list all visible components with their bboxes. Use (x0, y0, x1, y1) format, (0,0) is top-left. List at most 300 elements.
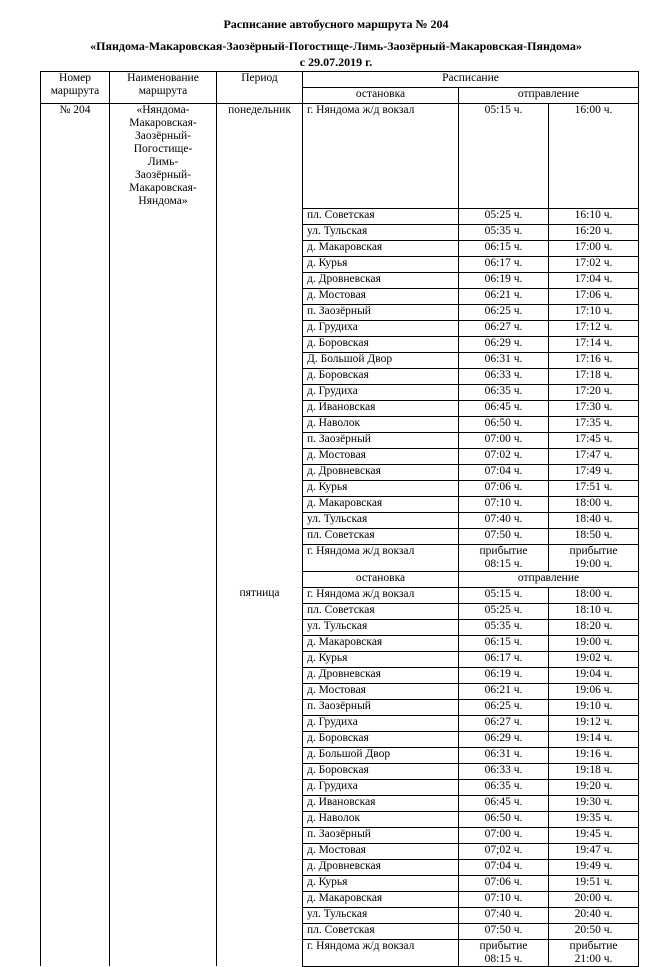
empty-cell (110, 827, 217, 843)
empty-cell (41, 208, 110, 224)
empty-cell (110, 400, 217, 416)
empty-cell (41, 571, 110, 587)
empty-cell (110, 496, 217, 512)
empty-cell (217, 432, 303, 448)
departure-time-morning: 06:50 ч. (459, 811, 549, 827)
table-row (41, 763, 639, 779)
table-row (41, 795, 639, 811)
stop-name: д. Боровская (303, 763, 459, 779)
empty-cell (110, 891, 217, 907)
departure-time-evening: 19:00 ч. (549, 635, 639, 651)
departure-time-evening: 19:10 ч. (549, 699, 639, 715)
stop-name: д. Дровневская (303, 272, 459, 288)
table-row (41, 667, 639, 683)
empty-cell (41, 651, 110, 667)
empty-cell (217, 715, 303, 731)
empty-cell (217, 683, 303, 699)
empty-cell (110, 875, 217, 891)
empty-cell (217, 619, 303, 635)
departure-time-evening: 17:30 ч. (549, 400, 639, 416)
empty-cell (110, 208, 217, 224)
empty-cell (41, 432, 110, 448)
stop-name: г. Няндома ж/д вокзал (303, 587, 459, 603)
empty-cell (217, 256, 303, 272)
empty-cell (110, 683, 217, 699)
departure-time-morning: 06:29 ч. (459, 731, 549, 747)
route-number: № 204 (41, 104, 110, 209)
stop-name: д. Дровневская (303, 464, 459, 480)
empty-cell (217, 571, 303, 587)
empty-cell (41, 480, 110, 496)
stop-name: п. Заозёрный (303, 827, 459, 843)
table-row (41, 104, 639, 209)
stop-name: д. Мостовая (303, 683, 459, 699)
departure-time-evening: 18:20 ч. (549, 619, 639, 635)
departure-time-evening: 18:00 ч. (549, 587, 639, 603)
departure-time-morning: 06:35 ч. (459, 779, 549, 795)
table-row (41, 731, 639, 747)
departure-time-morning: 06:33 ч. (459, 368, 549, 384)
stop-name: п. Заозёрный (303, 304, 459, 320)
table-row (41, 635, 639, 651)
arrival-time: 08:15 ч. (484, 952, 523, 965)
departure-time-morning: 05:25 ч. (459, 603, 549, 619)
empty-cell (41, 939, 110, 966)
empty-cell (110, 416, 217, 432)
route-name-line: «Няндома- (136, 104, 190, 116)
empty-cell (110, 224, 217, 240)
empty-cell (217, 208, 303, 224)
empty-cell (110, 715, 217, 731)
departure-time-evening: 19:45 ч. (549, 827, 639, 843)
empty-cell (217, 496, 303, 512)
empty-cell (41, 256, 110, 272)
empty-cell (41, 272, 110, 288)
empty-cell (41, 368, 110, 384)
departure-time-morning: 07:50 ч. (459, 923, 549, 939)
departure-time-evening: 19:04 ч. (549, 667, 639, 683)
departure-time-morning: 07:06 ч. (459, 480, 549, 496)
stop-name: д. Курья (303, 256, 459, 272)
departure-time-morning: 05:35 ч. (459, 619, 549, 635)
departure-time-evening: 17:04 ч. (549, 272, 639, 288)
departure-time-evening: 17:49 ч. (549, 464, 639, 480)
table-row (41, 512, 639, 528)
departure-time-evening: 17:47 ч. (549, 448, 639, 464)
departure-time-morning: 07:04 ч. (459, 464, 549, 480)
empty-cell (41, 320, 110, 336)
empty-cell (217, 512, 303, 528)
table-row (41, 843, 639, 859)
empty-cell (110, 907, 217, 923)
empty-cell (110, 256, 217, 272)
arrival-time-evening (549, 939, 639, 966)
stop-name: д. Курья (303, 875, 459, 891)
empty-cell (41, 747, 110, 763)
table-row (41, 528, 639, 544)
departure-time-evening: 20:50 ч. (549, 923, 639, 939)
route-name-line: Макаровская- (129, 117, 197, 129)
empty-cell (110, 859, 217, 875)
departure-header: отправление (459, 571, 639, 587)
empty-cell (110, 811, 217, 827)
empty-cell (110, 544, 217, 571)
departure-time-evening: 17:35 ч. (549, 416, 639, 432)
stop-name: пл. Советская (303, 208, 459, 224)
departure-time-evening: 19:47 ч. (549, 843, 639, 859)
empty-cell (41, 763, 110, 779)
route-name-line: Лимь- (147, 156, 179, 168)
table-row (41, 603, 639, 619)
departure-time-morning: 06:27 ч. (459, 715, 549, 731)
empty-cell (217, 352, 303, 368)
stop-name: д. Курья (303, 480, 459, 496)
empty-cell (110, 384, 217, 400)
empty-cell (110, 240, 217, 256)
arrival-time: 19:00 ч. (574, 557, 613, 570)
table-row (41, 683, 639, 699)
departure-time-morning: 06:45 ч. (459, 400, 549, 416)
table-row (41, 587, 639, 603)
departure-time-evening: 17:51 ч. (549, 480, 639, 496)
table-row (41, 891, 639, 907)
departure-time-morning: 06:17 ч. (459, 256, 549, 272)
departure-time-morning: 07:04 ч. (459, 859, 549, 875)
empty-cell (110, 288, 217, 304)
departure-time-evening: 20:00 ч. (549, 891, 639, 907)
stop-name: д. Наволок (303, 416, 459, 432)
period-name: пятница (217, 587, 303, 603)
departure-time-evening: 19:20 ч. (549, 779, 639, 795)
schedule-header: Расписание (303, 72, 639, 88)
table-row (41, 827, 639, 843)
empty-cell (217, 795, 303, 811)
empty-cell (41, 667, 110, 683)
route-number-header: Номер маршрута (41, 72, 110, 104)
empty-cell (217, 907, 303, 923)
empty-cell (110, 480, 217, 496)
departure-time-morning: 06:19 ч. (459, 272, 549, 288)
departure-time-evening: 19:51 ч. (549, 875, 639, 891)
empty-cell (217, 859, 303, 875)
empty-cell (41, 619, 110, 635)
empty-cell (41, 827, 110, 843)
departure-time-morning: 07:02 ч. (459, 448, 549, 464)
departure-time-morning: 06:31 ч. (459, 747, 549, 763)
table-row (41, 480, 639, 496)
table-row (41, 288, 639, 304)
empty-cell (41, 384, 110, 400)
empty-cell (110, 843, 217, 859)
empty-cell (41, 528, 110, 544)
stop-name: д. Макаровская (303, 891, 459, 907)
empty-cell (110, 448, 217, 464)
empty-cell (217, 651, 303, 667)
stop-name: д. Макаровская (303, 240, 459, 256)
departure-time-evening: 18:00 ч. (549, 496, 639, 512)
table-row (41, 400, 639, 416)
stop-name: д. Грудиха (303, 779, 459, 795)
departure-time-evening: 16:00 ч. (549, 104, 639, 209)
empty-cell (217, 779, 303, 795)
empty-cell (217, 304, 303, 320)
empty-cell (110, 587, 217, 603)
departure-time-evening: 19:49 ч. (549, 859, 639, 875)
period-name: понедельник (217, 104, 303, 209)
stop-name: д. Боровская (303, 336, 459, 352)
table-row (41, 747, 639, 763)
route-name-line: Няндома» (138, 195, 188, 207)
empty-cell (110, 699, 217, 715)
arrival-stop: г. Няндома ж/д вокзал (303, 544, 459, 571)
stop-name: ул. Тульская (303, 619, 459, 635)
departure-time-evening: 17:16 ч. (549, 352, 639, 368)
empty-cell (217, 891, 303, 907)
departure-time-morning: 07:10 ч. (459, 496, 549, 512)
empty-cell (41, 635, 110, 651)
departure-time-evening: 17:10 ч. (549, 304, 639, 320)
table-row (41, 496, 639, 512)
empty-cell (110, 779, 217, 795)
table-row (41, 699, 639, 715)
empty-cell (41, 811, 110, 827)
table-row (41, 464, 639, 480)
empty-cell (41, 683, 110, 699)
empty-cell (110, 651, 217, 667)
empty-cell (217, 875, 303, 891)
arrival-label: прибытие (569, 939, 618, 952)
departure-time-evening: 17:18 ч. (549, 368, 639, 384)
arrival-time: 21:00 ч. (574, 952, 613, 965)
departure-time-morning: 06:29 ч. (459, 336, 549, 352)
departure-time-evening: 19:06 ч. (549, 683, 639, 699)
departure-time-evening: 17:00 ч. (549, 240, 639, 256)
stop-name: ул. Тульская (303, 224, 459, 240)
departure-time-morning: 06:27 ч. (459, 320, 549, 336)
stop-name: д. Мостовая (303, 843, 459, 859)
empty-cell (110, 512, 217, 528)
empty-cell (217, 763, 303, 779)
empty-cell (41, 891, 110, 907)
empty-cell (41, 288, 110, 304)
departure-header: отправление (459, 88, 639, 104)
stop-name: пл. Советская (303, 923, 459, 939)
empty-cell (217, 464, 303, 480)
stop-header: остановка (303, 571, 459, 587)
empty-cell (110, 464, 217, 480)
departure-time-morning: 07:00 ч. (459, 827, 549, 843)
departure-time-evening: 18:10 ч. (549, 603, 639, 619)
empty-cell (41, 907, 110, 923)
stop-header: остановка (303, 88, 459, 104)
empty-cell (110, 432, 217, 448)
table-row (41, 272, 639, 288)
departure-time-morning: 06:15 ч. (459, 635, 549, 651)
table-row (41, 619, 639, 635)
empty-cell (217, 448, 303, 464)
document-title: Расписание автобусного маршрута № 204 (223, 17, 449, 31)
empty-cell (41, 304, 110, 320)
empty-cell (217, 336, 303, 352)
departure-time-morning: 06:21 ч. (459, 683, 549, 699)
table-row (41, 651, 639, 667)
stop-name: д. Грудиха (303, 715, 459, 731)
table-row (41, 715, 639, 731)
departure-time-evening: 19:30 ч. (549, 795, 639, 811)
arrival-label: прибытие (569, 544, 618, 557)
empty-cell (217, 939, 303, 966)
empty-cell (41, 352, 110, 368)
departure-time-morning: 05:35 ч. (459, 224, 549, 240)
departure-time-evening: 17:02 ч. (549, 256, 639, 272)
empty-cell (41, 336, 110, 352)
route-name-line: Погостище- (133, 143, 193, 155)
stop-name: д. Дровневская (303, 859, 459, 875)
departure-time-morning: 06:21 ч. (459, 288, 549, 304)
table-row (41, 256, 639, 272)
departure-time-evening: 18:40 ч. (549, 512, 639, 528)
table-row (41, 208, 639, 224)
table-row (41, 907, 639, 923)
table-row (41, 875, 639, 891)
departure-time-evening: 19:35 ч. (549, 811, 639, 827)
header-row (41, 72, 639, 88)
departure-time-morning: 07:40 ч. (459, 512, 549, 528)
empty-cell (217, 416, 303, 432)
empty-cell (110, 272, 217, 288)
stop-name: Д. Большой Двор (303, 352, 459, 368)
empty-cell (110, 731, 217, 747)
departure-time-evening: 17:45 ч. (549, 432, 639, 448)
table-row (41, 368, 639, 384)
departure-time-morning: 06:25 ч. (459, 699, 549, 715)
departure-time-evening: 18:50 ч. (549, 528, 639, 544)
empty-cell (110, 603, 217, 619)
departure-time-morning: 07:40 ч. (459, 907, 549, 923)
departure-time-morning: 07:10 ч. (459, 891, 549, 907)
stop-name: д. Наволок (303, 811, 459, 827)
route-name-header: Наименование маршрута (110, 72, 217, 104)
stop-name: д. Большой Двор (303, 747, 459, 763)
table-row (41, 224, 639, 240)
empty-cell (41, 448, 110, 464)
empty-cell (110, 368, 217, 384)
stop-name: п. Заозёрный (303, 699, 459, 715)
table-row (41, 240, 639, 256)
empty-cell (41, 496, 110, 512)
empty-cell (217, 747, 303, 763)
empty-cell (41, 731, 110, 747)
empty-cell (110, 336, 217, 352)
route-name-line: Макаровская- (129, 182, 197, 194)
departure-time-evening: 19:14 ч. (549, 731, 639, 747)
departure-time-morning: 06:17 ч. (459, 651, 549, 667)
table-row (41, 859, 639, 875)
departure-time-evening: 16:10 ч. (549, 208, 639, 224)
empty-cell (217, 224, 303, 240)
stop-name: д. Ивановская (303, 795, 459, 811)
departure-time-evening: 19:12 ч. (549, 715, 639, 731)
empty-cell (217, 731, 303, 747)
empty-cell (217, 699, 303, 715)
departure-time-evening: 19:18 ч. (549, 763, 639, 779)
empty-cell (41, 224, 110, 240)
empty-cell (110, 320, 217, 336)
empty-cell (41, 416, 110, 432)
departure-time-evening: 16:20 ч. (549, 224, 639, 240)
route-name-line: Заозёрный- (135, 169, 191, 181)
departure-time-morning: 06:33 ч. (459, 763, 549, 779)
empty-cell (41, 699, 110, 715)
departure-time-morning: 06:25 ч. (459, 304, 549, 320)
departure-time-evening: 19:16 ч. (549, 747, 639, 763)
table-row (41, 384, 639, 400)
departure-time-evening: 19:02 ч. (549, 651, 639, 667)
empty-cell (217, 272, 303, 288)
empty-cell (41, 859, 110, 875)
empty-cell (110, 795, 217, 811)
empty-cell (110, 923, 217, 939)
route-name (110, 104, 217, 209)
departure-time-morning: 06:50 ч. (459, 416, 549, 432)
empty-cell (217, 843, 303, 859)
empty-cell (110, 763, 217, 779)
table-row (41, 779, 639, 795)
table-row (41, 352, 639, 368)
stop-name: д. Грудиха (303, 384, 459, 400)
departure-time-morning: 06:15 ч. (459, 240, 549, 256)
arrival-label: прибытие (479, 544, 528, 557)
empty-cell (217, 603, 303, 619)
departure-time-morning: 05:15 ч. (459, 104, 549, 209)
arrival-time-evening (549, 544, 639, 571)
table-row (41, 336, 639, 352)
empty-cell (217, 384, 303, 400)
empty-cell (41, 875, 110, 891)
departure-time-evening: 20:40 ч. (549, 907, 639, 923)
departure-time-morning: 06:45 ч. (459, 795, 549, 811)
departure-time-morning: 06:35 ч. (459, 384, 549, 400)
empty-cell (110, 939, 217, 966)
departure-time-morning: 07:00 ч. (459, 432, 549, 448)
stop-name: д. Ивановская (303, 400, 459, 416)
empty-cell (110, 304, 217, 320)
empty-cell (41, 240, 110, 256)
empty-cell (41, 779, 110, 795)
empty-cell (110, 352, 217, 368)
arrival-row (41, 939, 639, 966)
empty-cell (217, 811, 303, 827)
schedule-table (40, 71, 639, 967)
departure-time-morning: 07:50 ч. (459, 528, 549, 544)
departure-time-morning: 06:31 ч. (459, 352, 549, 368)
empty-cell (41, 795, 110, 811)
stop-name: д. Курья (303, 651, 459, 667)
stop-name: п. Заозёрный (303, 432, 459, 448)
empty-cell (217, 400, 303, 416)
empty-cell (110, 528, 217, 544)
stop-name: д. Грудиха (303, 320, 459, 336)
stop-name: д. Дровневская (303, 667, 459, 683)
route-title: «Пяндома-Макаровская-Заозёрный-Погостище-Лимь-Заозёрный-Макаровская-Пяндома» (90, 39, 582, 53)
departure-time-morning: 07;02 ч. (459, 843, 549, 859)
route-name-line: Заозёрный- (135, 130, 191, 142)
empty-cell (217, 368, 303, 384)
empty-cell (217, 923, 303, 939)
stop-name: пл. Советская (303, 528, 459, 544)
table-row (41, 304, 639, 320)
table-row (41, 448, 639, 464)
